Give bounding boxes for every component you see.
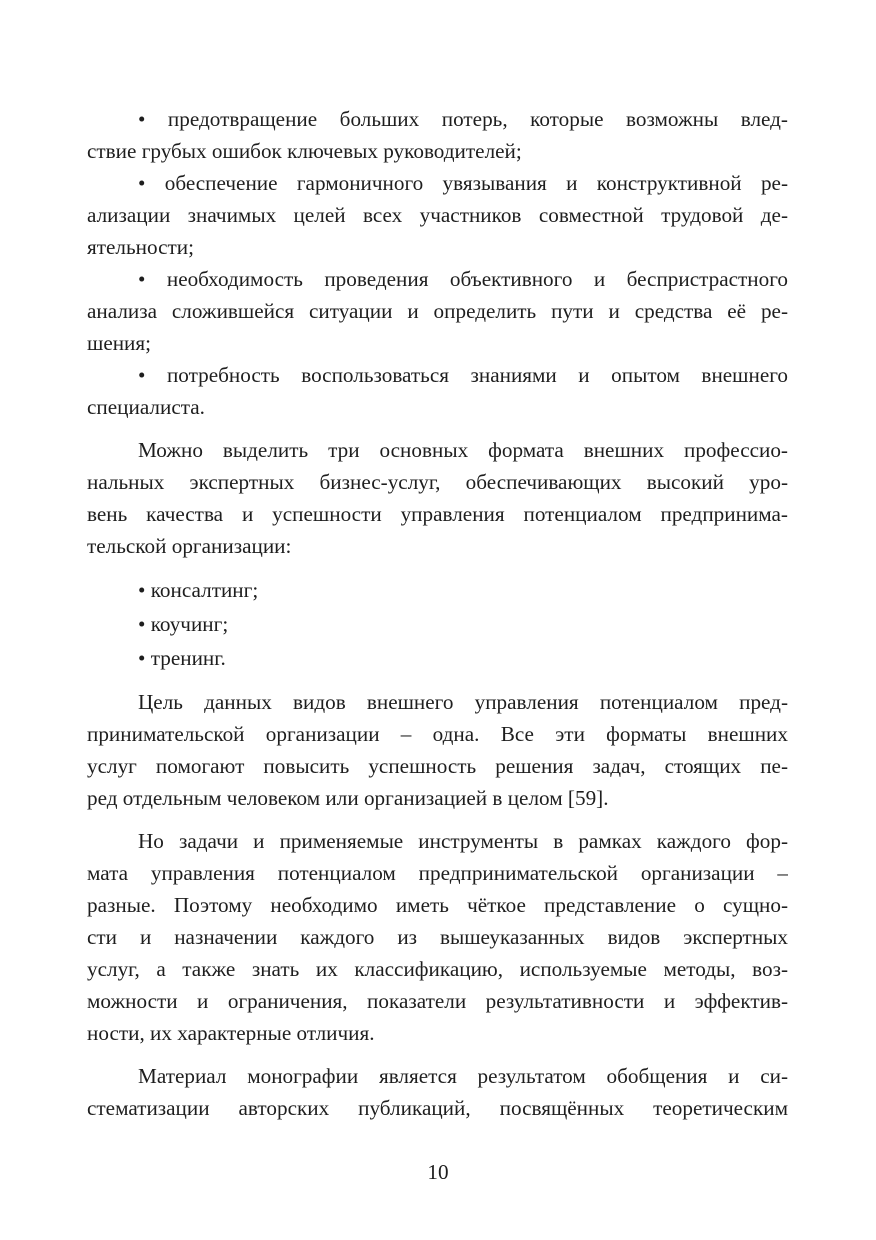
text-line: ятельности; <box>87 235 194 259</box>
paragraph-gap <box>87 562 788 573</box>
text-line: услуг, а также знать их классификацию, используемые методы, воз- <box>87 957 788 981</box>
paragraph-gap <box>87 814 788 825</box>
text-line: • предотвращение больших потерь, которые возможны влед- <box>138 107 788 131</box>
bullet-item-2 <box>87 167 788 263</box>
text-line: Цель данных видов внешнего управления потенциалом пред- <box>138 690 788 714</box>
format-list <box>87 573 788 675</box>
list-item: • тренинг. <box>138 646 226 670</box>
text-line: разные. Поэтому необходимо иметь чёткое представление о сущно- <box>87 893 788 917</box>
text-line: стематизации авторских публикаций, посвящённых теоретическим <box>87 1096 788 1120</box>
list-item: • консалтинг; <box>138 578 259 602</box>
paragraph-tasks <box>87 825 788 1049</box>
paragraph-gap <box>87 675 788 686</box>
text-line: Можно выделить три основных формата внешних профессио- <box>138 438 788 462</box>
text-line: вень качества и успешности управления потенциалом предпринима- <box>87 502 788 526</box>
bullet-item-3 <box>87 263 788 359</box>
text-line: • потребность воспользоваться знаниями и опытом внешнего <box>138 363 788 387</box>
text-line: шения; <box>87 331 152 355</box>
text-line: ред отдельным человеком или организацией в целом [59]. <box>87 786 609 810</box>
text-line: можности и ограничения, показатели результативности и эффектив- <box>87 989 788 1013</box>
text-line: ности, их характерные отличия. <box>87 1021 375 1045</box>
paragraph-gap <box>87 423 788 434</box>
text-line: Но задачи и применяемые инструменты в рамках каждого фор- <box>138 829 788 853</box>
page-number: 10 <box>427 1160 449 1184</box>
text-line: • необходимость проведения объективного и беспристрастного <box>138 267 788 291</box>
paragraph-gap <box>87 1049 788 1060</box>
paragraph-material <box>87 1060 788 1124</box>
paragraph-goal <box>87 686 788 814</box>
text-line: анализа сложившейся ситуации и определить пути и средства её ре- <box>87 299 788 323</box>
text-line: ствие грубых ошибок ключевых руководителей; <box>87 139 522 163</box>
text-line: Материал монографии является результатом обобщения и си- <box>138 1064 788 1088</box>
text-line: принимательской организации – одна. Все эти форматы внешних <box>87 722 788 746</box>
text-line: • обеспечение гармоничного увязывания и конструктивной ре- <box>138 171 788 195</box>
text-line: специалиста. <box>87 395 205 419</box>
list-item: • коучинг; <box>138 612 229 636</box>
text-line: мата управления потенциалом предпринимательской организации – <box>87 861 788 885</box>
bullet-item-1 <box>87 103 788 167</box>
text-line: нальных экспертных бизнес-услуг, обеспечивающих высокий уро- <box>87 470 788 494</box>
paragraph-formats <box>87 434 788 562</box>
text-line: ализации значимых целей всех участников совместной трудовой де- <box>87 203 788 227</box>
bullet-item-4 <box>87 359 788 423</box>
text-line: услуг помогают повысить успешность решения задач, стоящих пе- <box>87 754 788 778</box>
text-line: сти и назначении каждого из вышеуказанных видов экспертных <box>87 925 788 949</box>
text-line: тельской организации: <box>87 534 292 558</box>
document-page <box>87 103 788 1124</box>
